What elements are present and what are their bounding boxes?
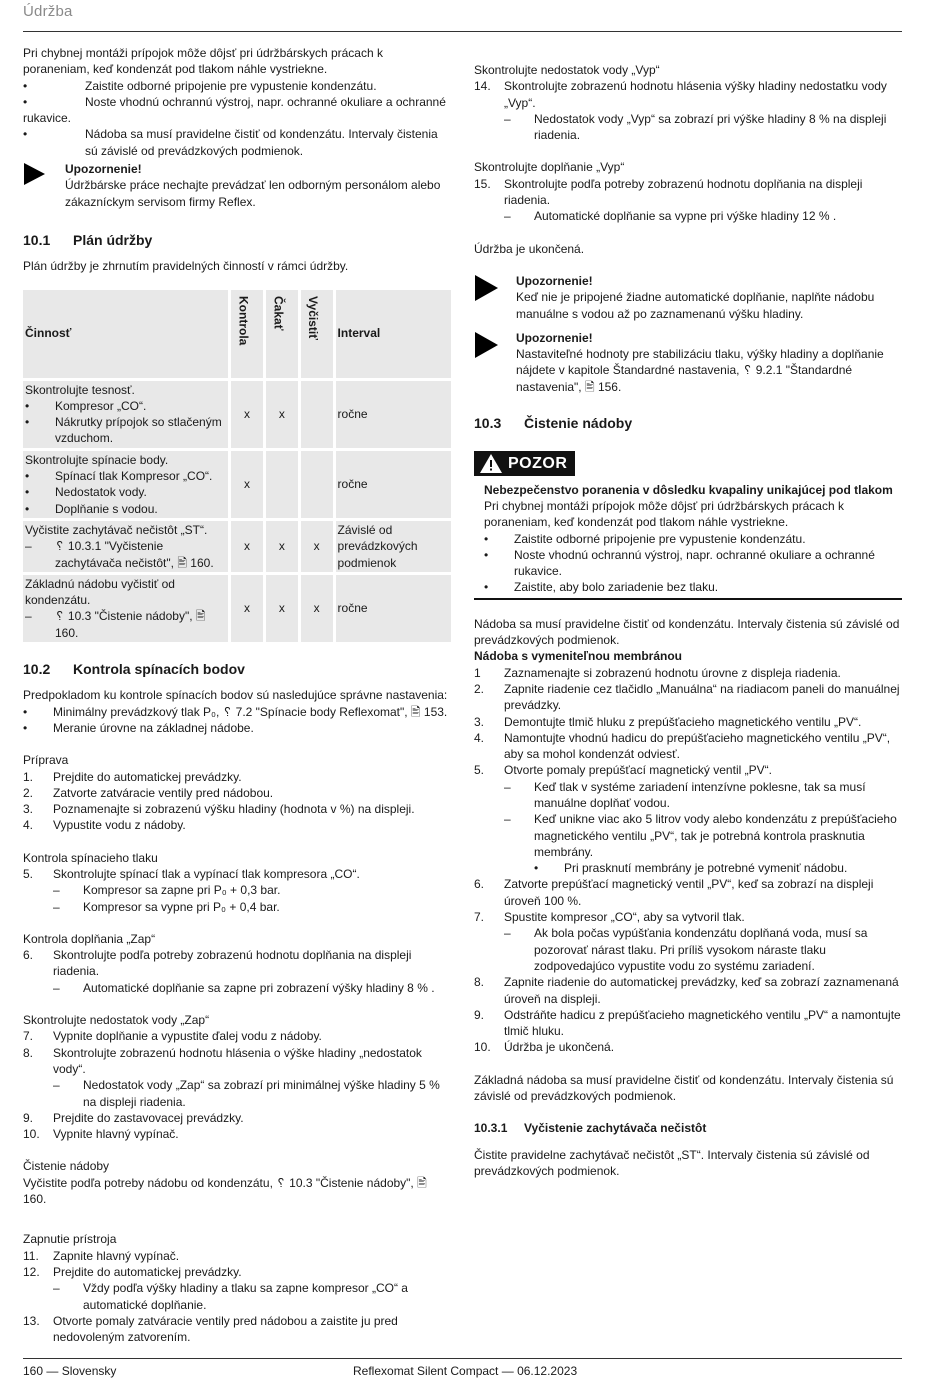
list-item: 10. Údržba je ukončená. <box>474 1040 615 1055</box>
arrow-icon <box>23 161 65 210</box>
table-cell: Skontrolujte tesnosť. • Kompresor „CO“. • Nákrutky prípojok so stlačeným vzduchom. <box>23 381 228 448</box>
note-box <box>474 330 902 395</box>
section-heading-10-1: 10.1 Plán údržby <box>23 231 153 248</box>
list-item: 12. Prejdite do automatickej prevádzky. <box>23 1264 242 1279</box>
table-cell: Závislé od prevádzkových podmienok <box>336 521 451 572</box>
note-text: Nastaviteľné hodnoty pre stabilizáciu tlaku, výšky hladiny a doplňanie nájdete v kapitole Štandardné nastavenia, ␦ 9.2.1 "Štandardné nastavenia", 🖹 156. <box>516 347 884 394</box>
section-text: Plán údržby je zhrnutím pravidelných činností v rámci údržby. <box>23 259 349 274</box>
list-item: • Meranie úrovne na základnej nádobe. <box>23 720 254 735</box>
list-item: • Pri prasknutí membrány je potrebné vymeniť nádobu. <box>534 861 848 876</box>
document-title: Reflexomat Silent Compact — 06.12.2023 <box>353 1364 578 1378</box>
table-cell: ročne <box>336 451 451 518</box>
list-item: – Vždy podľa výšky hladiny a tlaku sa zapne kompresor „CO“ a automatické doplňanie. <box>53 1281 408 1312</box>
table-header: Interval <box>336 290 451 378</box>
subsection-title: Zapnutie prístroja <box>23 1232 117 1247</box>
list-item: • Zaistite odborné pripojenie pre vypustenie kondenzátu. <box>23 78 377 93</box>
list-item: 15. Skontrolujte podľa potreby zobrazenú hodnotu doplňania na displeji riadenia. <box>474 176 863 208</box>
table-cell: x <box>301 575 333 642</box>
list-item: 2. Zatvorte zatváracie ventily pred nádobou. <box>23 785 274 800</box>
table-cell: x <box>266 521 298 572</box>
table-cell: ročne <box>336 381 451 448</box>
table-header: Činnosť <box>23 290 228 378</box>
section-heading-10-3-1: 10.3.1 Vyčistenie zachytávača nečistôt <box>474 1121 707 1136</box>
subsection-title: Kontrola doplňania „Zap“ <box>23 931 156 946</box>
list-item: 13. Otvorte pomaly zatváracie ventily pred nádobou a zaistite ju pred nedovoleným zatvorením. <box>23 1313 398 1345</box>
list-item: – Keď unikne viac ako 5 litrov vody alebo kondenzátu z prepúšťacieho magnetického ventilu „PV“, tak je potrebná kontrola prasknutia membrány. <box>504 812 897 859</box>
section-heading-10-3: 10.3 Čistenie nádoby <box>474 415 633 432</box>
table-header: Kontrola <box>231 290 263 378</box>
list-item: 6. Zatvorte prepúšťací magnetický ventil „PV“, keď sa zobrazí na displeji úroveň 100 %. <box>474 877 874 908</box>
list-item: 4. Vypustite vodu z nádoby. <box>23 818 186 833</box>
table-cell: Vyčistite zachytávač nečistôt „ST“. – ␦ 10.3.1 "Vyčistenie zachytávača nečistôt", 🖹 160. <box>23 521 228 572</box>
list-item: 9. Odstráňte hadicu z prepúšťacieho magnetického ventilu „PV“ a namontujte tlmič hluku. <box>474 1007 901 1039</box>
table-row <box>23 521 451 572</box>
list-item: • Zaistite odborné pripojenie pre vypustenie kondenzátu. <box>484 531 806 546</box>
table-cell: ročne <box>336 575 451 642</box>
list-item: – Kompresor sa zapne pri P₀ + 0,3 bar. <box>53 883 281 898</box>
list-item: 6. Skontrolujte podľa potreby zobrazenú hodnotu doplňania na displeji riadenia. <box>23 948 412 979</box>
list-item: 7. Spustite kompresor „CO“, aby sa vytvoril tlak. <box>474 910 745 925</box>
section-text: Predpokladom ku kontrole spínacích bodov sú nasledujúce správne nastavenia: <box>23 688 448 703</box>
section-heading-10-2: 10.2 Kontrola spínacích bodov <box>23 661 245 678</box>
subsection-title: Kontrola spínacieho tlaku <box>23 850 158 865</box>
warning-heading: Nebezpečenstvo poranenia v dôsledku kvapaliny unikajúcej pod tlakom <box>484 482 893 497</box>
note-title: Upozornenie! <box>65 162 142 177</box>
note-title: Upozornenie! <box>516 273 593 288</box>
right-column <box>474 62 902 1179</box>
table-cell: x <box>266 575 298 642</box>
section-text: Vyčistite podľa potreby nádobu od kondenzátu, ␦ 10.3 "Čistenie nádoby", 🖹 160. <box>23 1175 427 1207</box>
table-cell: x <box>231 521 263 572</box>
warning-box <box>474 482 902 600</box>
table-cell: x <box>231 381 263 448</box>
table-cell: Skontrolujte spínacie body. • Spínací tlak Kompresor „CO“. • Nedostatok vody. • Doplňanie s vodou. <box>23 451 228 518</box>
list-item: – Keď tlak v systéme zariadení intenzívne poklesne, tak sa musí manuálne doplňať vodou. <box>504 779 866 810</box>
table-cell: x <box>231 575 263 642</box>
table-cell: x <box>266 381 298 448</box>
note-box <box>474 273 902 322</box>
subsection-title: Skontrolujte doplňanie „Vyp“ <box>474 160 625 175</box>
table-header-row <box>23 290 451 378</box>
list-item: 3. Demontujte tlmič hluku z prepúšťacieho magnetického ventilu „PV“. <box>474 714 862 729</box>
list-item: 2. Zapnite riadenie cez tlačidlo „Manuálna“ na riadiacom paneli do manuálnej prevádzky. <box>474 681 900 713</box>
list-item: • Nádoba sa musí pravidelne čistiť od kondenzátu. Intervaly čistenia sú závislé od prevádzkových podmienok. <box>23 127 438 158</box>
list-item-continuation: rukavice. <box>23 111 72 126</box>
left-column <box>23 45 451 1345</box>
intro-paragraph: Pri chybnej montáži prípojok môže dôjsť pri údržbárskych prácach k poraneniam, keď kondenzát pod tlakom náhle vystriekne. <box>23 46 383 77</box>
list-item: – Kompresor sa vypne pri P₀ + 0,4 bar. <box>53 899 280 914</box>
subsection-title: Čistenie nádoby <box>23 1159 110 1174</box>
list-item: 9. Prejdite do zastavovacej prevádzky. <box>23 1110 244 1125</box>
note-title: Upozornenie! <box>516 330 593 345</box>
list-item: • Noste vhodnú ochrannú výstroj, napr. ochranné okuliare a ochranné <box>23 94 446 109</box>
list-item: 8. Zapnite riadenie do automatickej prevádzky, keď sa zobrazí zaznamenaná úroveň na displeji. <box>474 975 899 1006</box>
warning-text: Pri chybnej montáži prípojok môže dôjsť pri údržbárskych prácach k poraneniam, keď kondenzát pod tlakom náhle vystriekne. <box>484 498 844 530</box>
list-item: 4. Namontujte vhodnú hadicu do prepúšťacieho magnetického ventilu „PV“, aby sa mohol kondenzát odviesť. <box>474 730 891 762</box>
section-text: Nádoba sa musí pravidelne čistiť od kondenzátu. Intervaly čistenia sú závislé od prevádzkových podmienok. <box>474 616 900 648</box>
subsection-title: Nádoba s vymeniteľnou membránou <box>474 649 682 664</box>
list-item: 8. Skontrolujte zobrazenú hodnotu hlásenia o výške hladiny „nedostatok vody“. <box>23 1045 422 1076</box>
list-item: 11. Zapnite hlavný vypínač. <box>23 1248 180 1263</box>
list-item: 1. Prejdite do automatickej prevádzky. <box>23 769 242 784</box>
list-item: • Zaistite, aby bolo zariadenie bez tlaku. <box>484 580 719 595</box>
section-text: Údržba je ukončená. <box>474 241 585 256</box>
section-text: Základná nádoba sa musí pravidelne čistiť od kondenzátu. Intervaly čistenia sú závislé od prevádzkových podmienok. <box>474 1072 894 1104</box>
arrow-icon <box>474 273 516 322</box>
warning-triangle-icon <box>480 454 502 473</box>
note-text: Keď nie je pripojené žiadne automatické doplňanie, naplňte nádobu manuálne s vodou až po zaznamenanú výšku hladiny. <box>516 290 875 321</box>
table-cell: x <box>301 521 333 572</box>
table-row <box>23 451 451 518</box>
list-item: • Minimálny prevádzkový tlak P₀, ␦ 7.2 "Spínacie body Reflexomat", 🖹 153. <box>23 704 448 719</box>
subsection-title: Skontrolujte nedostatok vody „Vyp“ <box>474 63 660 77</box>
section-text: Čistite pravidelne zachytávač nečistôt „ST“. Intervaly čistenia sú závislé od prevádzkových podmienok. <box>474 1147 870 1178</box>
list-item: – Nedostatok vody „Zap“ sa zobrazí pri minimálnej výške hladiny 5 % na displeji riadenia. <box>53 1078 440 1109</box>
running-header: Údržba <box>23 3 73 20</box>
note-box <box>23 161 451 210</box>
list-item: – Ak bola počas vypúšťania kondenzátu doplňaná voda, musí sa pozorovať nárast tlaku. Pri príliš vysokom náraste tlaku zodpovedajúco vypustite vodu zo systému zariadení. <box>504 926 868 973</box>
page-number: 160 — Slovensky <box>23 1364 117 1378</box>
table-header: Vyčistiť <box>301 290 333 378</box>
table-cell <box>266 451 298 518</box>
list-item: 1 Zaznamenajte si zobrazenú hodnotu úrovne z displeja riadenia. <box>474 665 841 680</box>
list-item: 5. Otvorte pomaly prepúšťací magnetický ventil „PV“. <box>474 763 772 778</box>
list-item: 7. Vypnite doplňanie a vypustite ďalej vodu z nádoby. <box>23 1029 322 1044</box>
list-item: – Automatické doplňanie sa vypne pri výške hladiny 12 % . <box>504 209 837 224</box>
subsection-title: Skontrolujte nedostatok vody „Zap“ <box>23 1013 210 1028</box>
subsection-title: Príprava <box>23 753 69 768</box>
header-divider <box>23 31 902 32</box>
table-cell <box>301 451 333 518</box>
table-row <box>23 575 451 642</box>
footer-divider <box>23 1358 902 1359</box>
list-item: 3. Poznamenajte si zobrazenú výšku hladiny (hodnota v %) na displeji. <box>23 802 415 817</box>
table-cell: x <box>231 451 263 518</box>
list-item: 10. Vypnite hlavný vypínač. <box>23 1127 179 1142</box>
list-item: – Automatické doplňanie sa zapne pri zobrazení výšky hladiny 8 % . <box>53 980 435 995</box>
list-item: – Nedostatok vody „Vyp“ sa zobrazí pri výške hladiny 8 % na displeji riadenia. <box>504 111 887 143</box>
arrow-icon <box>474 330 516 395</box>
list-item: • Noste vhodnú ochrannú výstroj, napr. ochranné okuliare a ochranné rukavice. <box>484 547 875 579</box>
table-cell <box>301 381 333 448</box>
list-item: 14. Skontrolujte zobrazenú hodnotu hlásenia výšky hladiny nedostatku vody „Vyp“. <box>474 79 887 110</box>
maintenance-table <box>20 287 454 645</box>
table-header: Čakať <box>266 290 298 378</box>
warning-badge: POZOR <box>474 451 575 476</box>
list-item: 5. Skontrolujte spínací tlak a vypínací tlak kompresora „CO“. <box>23 866 360 881</box>
note-text: Údržbárske práce nechajte prevádzať len odborným personálom alebo zákazníckym servisom firmy Reflex. <box>65 178 441 209</box>
table-row <box>23 381 451 448</box>
table-cell: Základnú nádobu vyčistiť od kondenzátu. – ␦ 10.3 "Čistenie nádoby", 🖹 160. <box>23 575 228 642</box>
